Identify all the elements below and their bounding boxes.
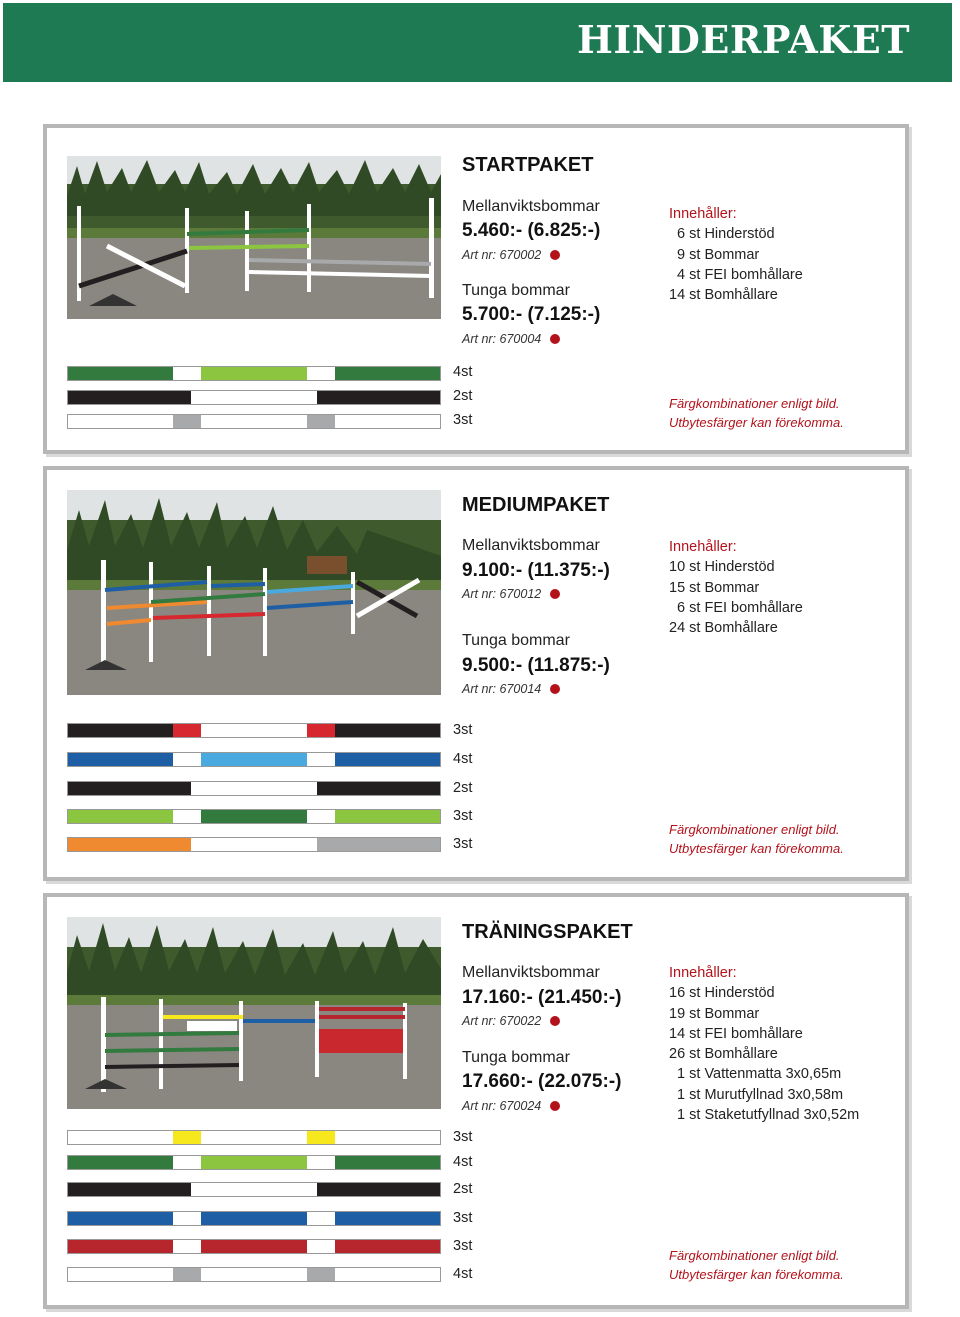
pole-outline	[67, 1239, 441, 1254]
light-art-number: Art nr: 670012	[462, 587, 560, 601]
contents-item: 1 st Murutfyllnad 3x0,58m	[669, 1086, 844, 1103]
contents-item: 15 st Bommar	[669, 579, 760, 596]
pole-color-bar	[67, 1211, 441, 1226]
contents-item: 26 st Bomhållare	[669, 1046, 778, 1063]
pole-outline	[67, 752, 441, 767]
pole-quantity: 3st	[453, 722, 473, 738]
contents-heading: Innehåller:	[669, 965, 737, 981]
pole-color-bar	[67, 809, 441, 824]
contents-list	[669, 537, 803, 638]
package-title: TRÄNINGSPAKET	[462, 921, 633, 943]
pole-quantity: 3st	[453, 808, 473, 824]
contents-item: 10 st Hinderstöd	[669, 559, 775, 576]
contents-heading: Innehåller:	[669, 539, 737, 555]
pole-quantity: 4st	[453, 1266, 473, 1282]
pole-quantity: 3st	[453, 836, 473, 852]
pole-outline	[67, 723, 441, 738]
contents-item: 9 st Bommar	[669, 246, 760, 263]
pole-quantity: 3st	[453, 412, 473, 428]
pole-outline	[67, 366, 441, 381]
contents-item: 4 st FEI bomhållare	[669, 266, 803, 283]
header-banner	[3, 3, 952, 82]
contents-item: 14 st Bomhållare	[669, 287, 778, 304]
pole-outline	[67, 414, 441, 429]
contents-item: 19 st Bommar	[669, 1005, 760, 1022]
pole-outline	[67, 390, 441, 405]
note-line: Färgkombinationer enligt bild.	[669, 1248, 840, 1263]
contents-item: 6 st Hinderstöd	[669, 226, 775, 243]
heavy-label: Tunga bommar	[462, 632, 570, 649]
note-line: Utbytesfärger kan förekomma.	[669, 1266, 844, 1282]
heavy-label: Tunga bommar	[462, 282, 570, 299]
contents-heading: Innehåller:	[669, 206, 737, 222]
color-note	[669, 1247, 844, 1284]
light-label: Mellanviktsbommar	[462, 537, 600, 554]
pole-color-bar	[67, 1155, 441, 1170]
color-note	[669, 395, 844, 432]
pole-color-bar	[67, 1267, 441, 1282]
pole-color-bar	[67, 414, 441, 429]
package-photo	[67, 490, 441, 695]
pole-quantity: 3st	[453, 1129, 473, 1145]
pole-quantity: 3st	[453, 1238, 473, 1254]
contents-item: 6 st FEI bomhållare	[669, 599, 803, 616]
pole-color-bar	[67, 366, 441, 381]
contents-item: 16 st Hinderstöd	[669, 985, 775, 1002]
package-photo	[67, 917, 441, 1109]
pole-outline	[67, 1211, 441, 1226]
package-panel-medium	[43, 466, 909, 881]
contents-item: 1 st Vattenmatta 3x0,65m	[669, 1066, 842, 1083]
light-art-number: Art nr: 670022	[462, 1014, 560, 1028]
pole-color-bar	[67, 781, 441, 796]
contents-item: 24 st Bomhållare	[669, 620, 778, 637]
page-title: HINDERPAKET	[577, 17, 910, 62]
pole-color-bar	[67, 1182, 441, 1197]
package-title: STARTPAKET	[462, 154, 594, 176]
package-panel-start	[43, 124, 909, 454]
pole-color-bar	[67, 390, 441, 405]
heavy-label: Tunga bommar	[462, 1049, 570, 1066]
package-title: MEDIUMPAKET	[462, 494, 610, 516]
light-price: 9.100:- (11.375:-)	[462, 560, 610, 581]
package-photo	[67, 156, 441, 319]
pole-outline	[67, 1130, 441, 1145]
note-line: Utbytesfärger kan förekomma.	[669, 840, 844, 856]
heavy-price: 5.700:- (7.125:-)	[462, 304, 601, 325]
pole-color-bar	[67, 837, 441, 852]
package-panel-training	[43, 893, 909, 1309]
pole-quantity: 4st	[453, 1154, 473, 1170]
note-line: Färgkombinationer enligt bild.	[669, 822, 840, 837]
contents-list	[669, 204, 803, 305]
pole-quantity: 2st	[453, 388, 473, 404]
pole-color-bar	[67, 1130, 441, 1145]
contents-item: 14 st FEI bomhållare	[669, 1025, 803, 1042]
heavy-art-number: Art nr: 670024	[462, 1099, 560, 1113]
light-label: Mellanviktsbommar	[462, 964, 600, 981]
note-line: Utbytesfärger kan förekomma.	[669, 414, 844, 430]
light-art-number: Art nr: 670002	[462, 248, 560, 262]
pole-outline	[67, 809, 441, 824]
light-price: 17.160:- (21.450:-)	[462, 987, 622, 1008]
pole-outline	[67, 1182, 441, 1197]
light-label: Mellanviktsbommar	[462, 198, 600, 215]
contents-item: 1 st Staketutfyllnad 3x0,52m	[669, 1107, 860, 1124]
pole-outline	[67, 1155, 441, 1170]
heavy-art-number: Art nr: 670004	[462, 332, 560, 346]
heavy-art-number: Art nr: 670014	[462, 682, 560, 696]
pole-quantity: 2st	[453, 1181, 473, 1197]
pole-color-bar	[67, 752, 441, 767]
note-line: Färgkombinationer enligt bild.	[669, 396, 840, 411]
pole-color-bar	[67, 723, 441, 738]
contents-list	[669, 963, 859, 1125]
pole-outline	[67, 781, 441, 796]
pole-quantity: 3st	[453, 1210, 473, 1226]
heavy-price: 9.500:- (11.875:-)	[462, 655, 610, 676]
color-note	[669, 821, 844, 858]
light-price: 5.460:- (6.825:-)	[462, 220, 601, 241]
heavy-price: 17.660:- (22.075:-)	[462, 1071, 622, 1092]
pole-quantity: 4st	[453, 364, 473, 380]
pole-outline	[67, 1267, 441, 1282]
pole-quantity: 2st	[453, 780, 473, 796]
pole-color-bar	[67, 1239, 441, 1254]
pole-quantity: 4st	[453, 751, 473, 767]
pole-outline	[67, 837, 441, 852]
